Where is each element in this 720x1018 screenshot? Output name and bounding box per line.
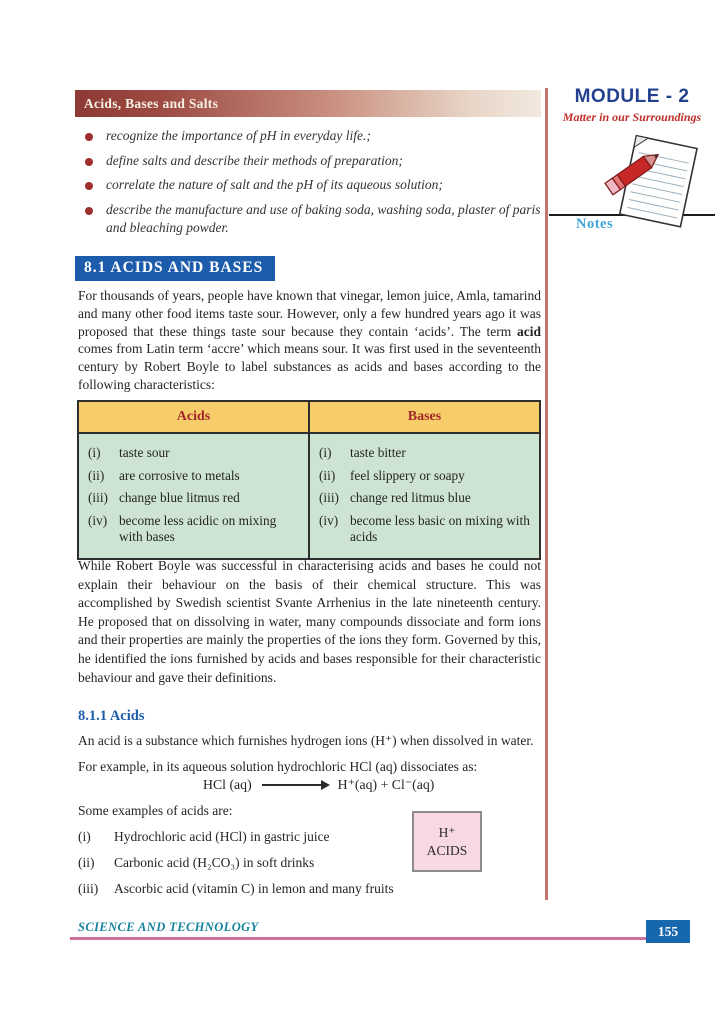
examples-list (78, 828, 418, 906)
subsection-heading: 8.1.1 Acids (78, 708, 145, 724)
example-item: (i) Hydrochloric acid (HCl) in gastric juice (78, 829, 330, 844)
notes-pencil-paper-icon (585, 133, 713, 229)
table-item: (iii) change red litmus blue (319, 490, 471, 505)
equation-rhs: H⁺(aq) + Cl⁻(aq) (337, 777, 435, 792)
table-item: (iv) become less basic on mixing with acids (319, 512, 530, 544)
objective-item (80, 176, 542, 194)
sidebar-divider-line (545, 88, 548, 900)
acid-box-formula: H⁺ (438, 824, 456, 840)
bullet-dot-icon (85, 133, 93, 141)
example-item: (ii) Carbonic acid (H₂CO₃) in soft drinks (78, 855, 315, 870)
footer-rule (70, 937, 648, 940)
objectives-list (80, 127, 542, 243)
table-item: (iii) change blue litmus red (88, 490, 240, 505)
bullet-dot-icon (85, 207, 93, 215)
table-item: (ii) are corrosive to metals (88, 467, 240, 483)
module-title: MODULE - 2 (574, 86, 690, 107)
footer-title: SCIENCE AND TECHNOLOGY (78, 920, 259, 934)
table-item: (iv) become less acidic on mixing with bases (88, 512, 277, 544)
objective-item (80, 152, 542, 170)
objective-text: correlate the nature of salt and the pH of its aqueous solution; (106, 177, 443, 192)
table-item: (i) taste sour (88, 445, 170, 460)
module-block (548, 86, 716, 125)
objective-item (80, 201, 542, 237)
objective-text: describe the manufacture and use of baking soda, washing soda, plaster of paris and bleaching powder. (106, 201, 541, 235)
table-item: (i) taste bitter (319, 445, 406, 460)
objective-item (80, 127, 542, 145)
reaction-arrow-icon (262, 784, 328, 786)
equation-lhs: HCl (aq) (203, 777, 252, 792)
page-number-badge: 155 (646, 920, 690, 943)
table-cell-bases (309, 433, 540, 559)
paragraph-text: For thousands of years, people have known that vinegar, lemon juice, Amla, tamarind and many other food items taste sour. However, only a few hundred years ago it was proposed that these things taste sour because they contain ‘acids’. The term (78, 288, 541, 339)
acid-example-lead: For example, in its aqueous solution hydrochloric HCl (aq) dissociates as: (78, 759, 478, 774)
objective-text: recognize the importance of pH in everyday life.; (106, 128, 371, 143)
table-item: (ii) feel slippery or soapy (319, 467, 465, 483)
notes-label: Notes (576, 216, 614, 232)
examples-intro: Some examples of acids are: (78, 803, 233, 818)
acid-box-label: ACIDS (426, 842, 468, 858)
module-subtitle: Matter in our Surroundings (562, 110, 702, 124)
example-item: (iii) Ascorbic acid (vitamin C) in lemon and many fruits (78, 881, 394, 896)
section-paragraph-2: While Robert Boyle was successful in characterising acids and bases he could not explain their behaviour on the basis of their chemical structure. This was accomplished by Swedish scientist Svante Arrhenius in the late nineteenth century. He proposed that on dissolving in water, many compounds dissociate and form ions and their properties are mainly the properties of the ions they form. Governed by this, he identified the ions furnished by acids and bases responsible for their characteristic behaviour and gave their definitions. (78, 558, 541, 685)
section-paragraph-1 (78, 287, 541, 394)
table-cell-acids (78, 433, 309, 559)
acid-definition-paragraph: An acid is a substance which furnishes hydrogen ions (H⁺) when dissolved in water. (78, 733, 534, 748)
table-header-acids: Acids (78, 401, 309, 433)
chapter-banner (75, 90, 541, 117)
section-heading: 8.1 ACIDS AND BASES (75, 256, 275, 281)
chapter-banner-title: Acids, Bases and Salts (84, 95, 219, 111)
characteristics-table (77, 400, 541, 560)
table-header-bases: Bases (309, 401, 540, 433)
dissociation-equation (203, 777, 434, 793)
acids-label-box (412, 811, 482, 872)
paragraph-text: comes from Latin term ‘accre’ which means sour. It was first used in the seventeenth century by Robert Boyle to label substances as acids and bases according to the following characteristics: (78, 341, 541, 392)
bullet-dot-icon (85, 158, 93, 166)
table-body-row (78, 433, 540, 559)
bullet-dot-icon (85, 182, 93, 190)
table-header-row (78, 401, 540, 433)
acid-bold-term: acid (516, 323, 541, 339)
objective-text: define salts and describe their methods of preparation; (106, 152, 403, 168)
